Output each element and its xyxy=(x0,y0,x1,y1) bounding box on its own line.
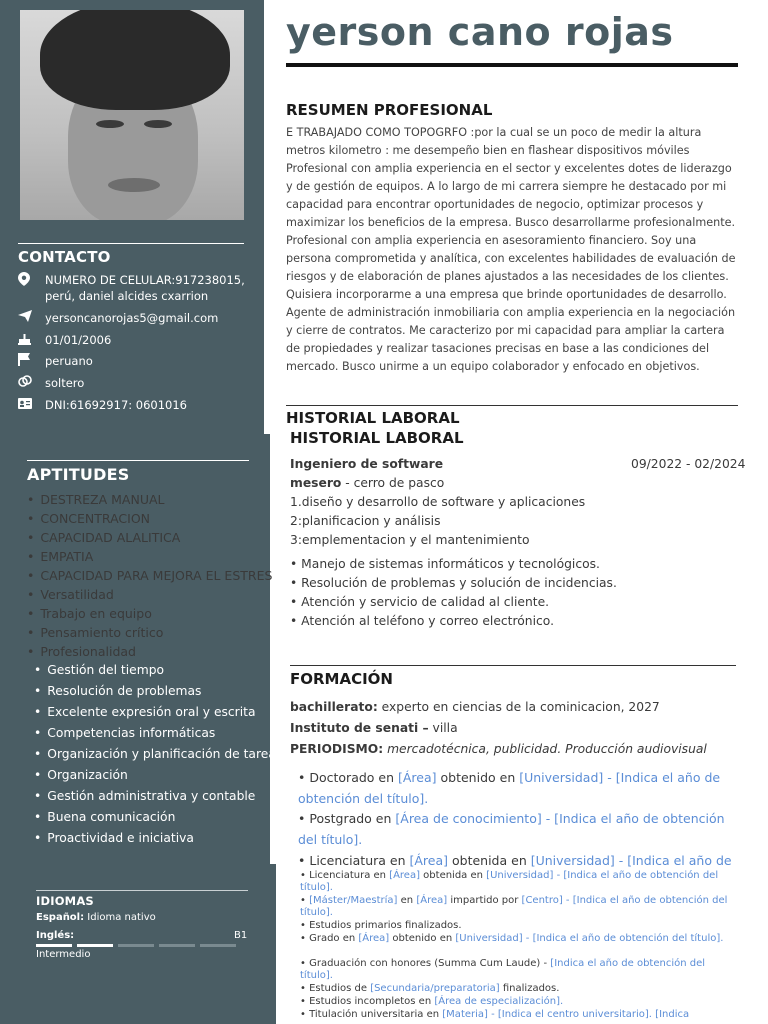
job-role: mesero xyxy=(290,476,342,490)
nationality-text: peruano xyxy=(45,354,93,368)
job-role-line xyxy=(290,476,444,490)
job-line: 2:planificacion y análisis xyxy=(290,514,441,528)
skill-item: • Gestión administrativa y contable xyxy=(34,788,255,804)
profile-photo xyxy=(20,10,244,220)
contact-birthdate xyxy=(18,332,258,349)
skill-item: • Organización xyxy=(34,767,128,783)
work-top-rule xyxy=(286,405,738,406)
lang-bar-segment-empty xyxy=(118,944,154,947)
summary-text: E TRABAJADO COMO TOPOGRFO :por la cual se un poco de medir la altura metros kilometro : me desempeño bien en flashear dispositivos móviles Profesional con amplia experiencia en el sector y excelentes dotes de liderazgo y de gestión de equipos. A lo largo de mi carrera siempre he destacado por mi capacidad para encontrar oportunidades de negocio, optimizar procesos y maximizar los beneficios de la empresa. Busco desarrollarme profesionalmente. Profesional con amplia experiencia en asesoramiento financiero. Soy una persona comprometida y analítica, con excelentes habilidades de evaluación de riesgos y de elaboración de planes ajustados a las necesidades de los clientes. Quisiera incorporarme a una empresa que brinde oportunidades de desarrollo. Agente de administración inmobiliaria con amplia experiencia en la negociación y cierre de contratos. Me caracterizo por mi capacidad para ampliar la cartera de propiedades y realizar tasaciones precisas en base a las condiciones del mercado. Busco unirme a un equipo colaborador y enfocado en objetivos. xyxy=(286,126,736,373)
contact-nationality xyxy=(18,353,258,370)
education-top-rule xyxy=(290,665,736,666)
education-bullet-postgrad: • Postgrado en [Área de conocimiento] - [Indica el año de obtención del título]. xyxy=(298,808,738,850)
contact-title: CONTACTO xyxy=(18,248,111,266)
skill-item: • Resolución de problemas xyxy=(34,683,201,699)
skill-item: • DESTREZA MANUAL xyxy=(27,492,165,508)
education-small-item: • Estudios de [Secundaria/preparatoria] finalizados. xyxy=(300,983,740,995)
lang-bar-segment-empty xyxy=(200,944,236,947)
email-text[interactable]: yersoncanorojas5@gmail.com xyxy=(45,311,219,325)
skill-item: • CAPACIDAD ALALITICA xyxy=(27,530,180,546)
education-small-item: • Estudios primarios finalizados. xyxy=(300,920,740,932)
education-small-item: • Titulación universitaria en [Materia] - [Indica el centro universitario]. [Indica xyxy=(300,1009,740,1021)
work-title-duplicate: HISTORIAL LABORAL xyxy=(290,429,464,447)
skill-item: • Gestión del tiempo xyxy=(34,662,164,678)
lang-bar-segment-filled xyxy=(36,944,72,947)
location-pin-icon xyxy=(18,272,36,304)
skill-item: • Versatilidad xyxy=(27,587,114,603)
job-line: 1.diseño y desarrollo de software y aplicaciones xyxy=(290,495,586,509)
sidebar-contact-panel xyxy=(0,0,264,434)
education-entry-2: Instituto de senati – villa xyxy=(290,721,458,735)
summary-title: RESUMEN PROFESIONAL xyxy=(286,101,493,119)
education-small-item: • Licenciatura en [Área] obtenida en [Universidad] - [Indica el año de obtención del título]. xyxy=(300,870,740,894)
cake-icon xyxy=(18,332,36,349)
lang-english-desc: Intermedio xyxy=(36,949,91,960)
job-location: - cerro de pasco xyxy=(341,476,445,490)
lang-spanish xyxy=(36,912,156,923)
send-icon xyxy=(18,310,36,326)
job-bullet: • Atención y servicio de calidad al cliente. xyxy=(290,595,550,609)
skill-item: • EMPATIA xyxy=(27,549,93,565)
job-bullet: • Manejo de sistemas informáticos y tecnológicos. xyxy=(290,557,600,571)
contact-address xyxy=(18,272,258,304)
education-bullet-licenciatura: • Licenciatura en [Área] obtenida en [Universidad] - [Indica el año de xyxy=(298,850,738,871)
job-bullet: • Resolución de problemas y solución de incidencias. xyxy=(290,576,617,590)
lang-english-label: Inglés: xyxy=(36,930,75,941)
skill-item: • Pensamiento crítico xyxy=(27,625,163,641)
skill-item: • CONCENTRACION xyxy=(27,511,150,527)
candidate-name: yerson cano rojas xyxy=(286,10,674,54)
job-bullet: • Atención al teléfono y correo electrónico. xyxy=(290,614,554,628)
skill-item: • Profesionalidad xyxy=(27,644,136,660)
skill-item: • Buena comunicación xyxy=(34,809,175,825)
address-line-1: NUMERO DE CELULAR:917238015, xyxy=(45,273,245,287)
lang-spanish-value: Idioma nativo xyxy=(87,912,156,923)
work-title: HISTORIAL LABORAL xyxy=(286,409,460,427)
skill-item: • Organización y planificación de tareas xyxy=(34,746,282,762)
education-bullet-doctorate: • Doctorado en [Área] obtenido en [Universidad] - [Indica el año de obtención del título]. xyxy=(298,767,738,809)
skill-item: • Trabajo en equipo xyxy=(27,606,152,622)
education-entry-3: PERIODISMO: mercadotécnica, publicidad. Producción audiovisual xyxy=(290,742,707,756)
name-underline xyxy=(286,63,738,67)
flag-icon xyxy=(18,353,36,370)
education-entry-1: bachillerato: experto en ciencias de la cominicacion, 2027 xyxy=(290,700,660,714)
birthdate-text: 01/01/2006 xyxy=(45,333,112,347)
education-small-item: • Grado en [Área] obtenido en [Universidad] - [Indica el año de obtención del título]. xyxy=(300,933,740,945)
lang-bar-segment-empty xyxy=(159,944,195,947)
education-small-item: • [Máster/Maestría] en [Área] impartido por [Centro] - [Indica el año de obtención del título]. xyxy=(300,895,740,919)
address-line-2: perú, daniel alcides cxarrion xyxy=(45,289,209,303)
contact-status xyxy=(18,375,258,391)
lang-spanish-label: Español: xyxy=(36,912,85,923)
skill-item: • Competencias informáticas xyxy=(34,725,215,741)
skill-item: • Proactividad e iniciativa xyxy=(34,830,194,846)
rings-icon xyxy=(18,375,36,391)
status-text: soltero xyxy=(45,376,85,390)
languages-title: IDIOMAS xyxy=(36,894,94,908)
lang-bar-segment-filled xyxy=(77,944,113,947)
id-card-icon xyxy=(18,397,36,413)
skill-item: • CAPACIDAD PARA MEJORA EL ESTRES xyxy=(27,568,272,584)
education-small-item: • Estudios incompletos en [Área de especialización]. xyxy=(300,996,740,1008)
job-line: 3:emplementacion y el mantenimiento xyxy=(290,533,530,547)
skill-item: • Excelente expresión oral y escrita xyxy=(34,704,256,720)
contact-email[interactable] xyxy=(18,310,258,326)
skills-title: APTITUDES xyxy=(27,465,130,484)
education-small-item: • Graduación con honores (Summa Cum Laude) - [Indica el año de obtención del título]. xyxy=(300,958,740,982)
job-dates: 09/2022 - 02/2024 xyxy=(631,457,746,471)
dni-text: DNI:61692917: 0601016 xyxy=(45,398,188,412)
lang-english-level: B1 xyxy=(234,930,248,941)
job-title: Ingeniero de software xyxy=(290,457,444,471)
contact-dni xyxy=(18,397,258,413)
education-title: FORMACIÓN xyxy=(290,670,393,688)
